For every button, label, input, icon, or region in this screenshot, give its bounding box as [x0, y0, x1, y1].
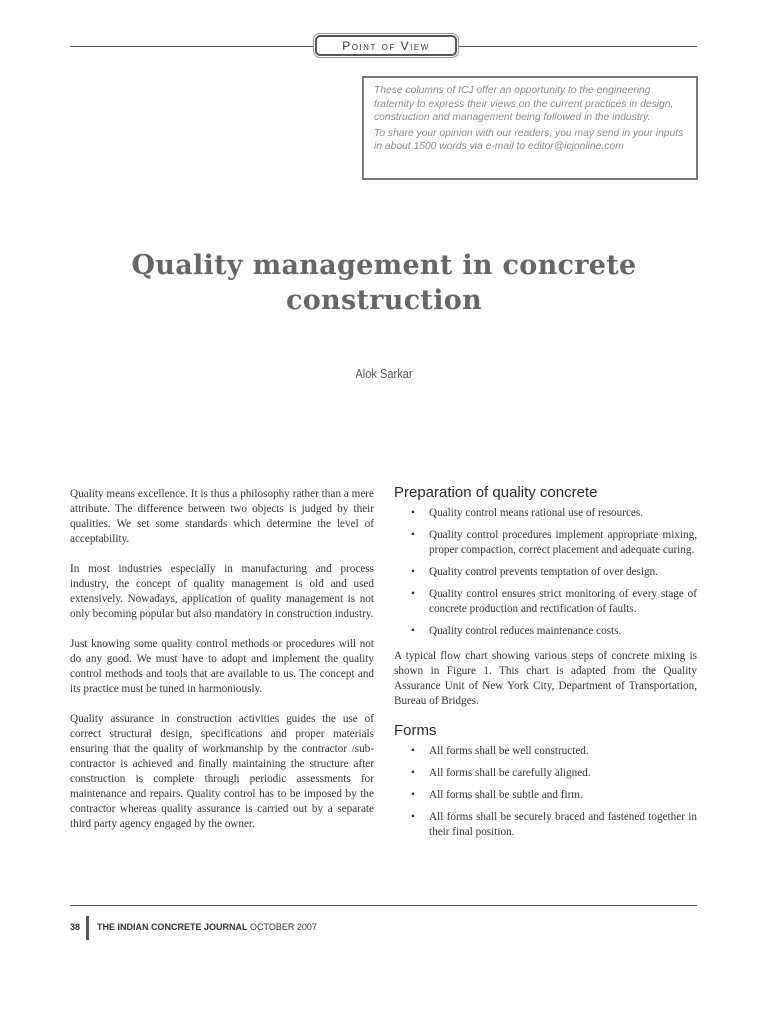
quality-concrete-list [394, 506, 697, 639]
list-item: • All forms shall be subtle and firm. [394, 788, 697, 803]
article-title [40, 248, 728, 318]
list-item: • Quality control procedures implement appropriate mixing, proper compaction, correct placement and adequate curing. [394, 528, 697, 558]
paragraph: A typical flow chart showing various steps of concrete mixing is shown in Figure 1. This chart is adapted from the Quality Assurance Unit of New York City, Department of Transportation, Bureau of Bridges. [394, 650, 697, 707]
list-item: • All forms shall be securely braced and fastened together in their final position. [394, 810, 697, 840]
title-line-1: Quality management in concrete [131, 250, 637, 281]
paragraph: Quality means excellence. It is thus a philosophy rather than a mere attribute. The difference between two objects is judged by their qualities. We set some standards which determine the level of acceptability. [70, 488, 374, 545]
list-item: • Quality control reduces maintenance costs. [394, 624, 697, 639]
list-item: • Quality control ensures strict monitoring of every stage of concrete production and rectification of faults. [394, 587, 697, 617]
info-text: These columns of ICJ offer an opportunity to the engineering fraternity to express their views on the current practices in design, construction and management being followed in the industry. [374, 85, 674, 124]
list-item: • All forms shall be well constructed. [394, 744, 697, 759]
paragraph: Quality assurance in construction activities guides the use of correct structural design, specifications and proper materials ensuring that the quality of workmanship by the contractor /sub-contractor is achieved and finally maintaining the structure after construction is complete through periodic assessments for maintenance and repairs. Quality control has to be imposed by the contractor whereas quality assurance is carried out by a separate third party agency engaged by the owner. [70, 713, 374, 830]
issue-date: OCTOBER 2007 [250, 922, 317, 932]
footer-rule [70, 905, 697, 906]
journal-name: THE INDIAN CONCRETE JOURNAL [97, 922, 248, 932]
section-heading-quality-concrete: Preparation of quality concrete [394, 484, 598, 501]
section-heading-forms: Forms [394, 722, 437, 739]
paragraph: In most industries especially in manufacturing and process industry, the concept of quality management is old and used extensively. Nowadays, application of quality management is not only becoming popular but also mandatory in construction industry. [70, 563, 374, 620]
author-name: Alok Sarkar [355, 366, 413, 381]
title-line-2: construction [285, 285, 482, 316]
forms-list [394, 744, 697, 840]
editorial-info-box [362, 76, 698, 180]
left-column [70, 487, 374, 847]
list-item: • All forms shall be carefully aligned. [394, 766, 697, 781]
page-number: 38 [70, 922, 81, 932]
journal-footer [97, 922, 317, 932]
list-item: • Quality control prevents temptation of over design. [394, 565, 697, 580]
section-badge [315, 35, 457, 56]
footer-divider [86, 916, 89, 940]
right-column [394, 485, 697, 847]
paragraph: Just knowing some quality control methods or procedures will not do any good. We must have to adopt and implement the quality control methods and tools that are available to us. The concept and its practice must be tuned in harmoniously. [70, 638, 374, 695]
section-badge-label: Point of View [342, 38, 430, 53]
info-contact-text: To share your opinion with our readers, you may send in your inputs in about 1500 words via e-mail to editor@icjonline.com [374, 127, 684, 153]
list-item: • Quality control means rational use of resources. [394, 506, 697, 521]
